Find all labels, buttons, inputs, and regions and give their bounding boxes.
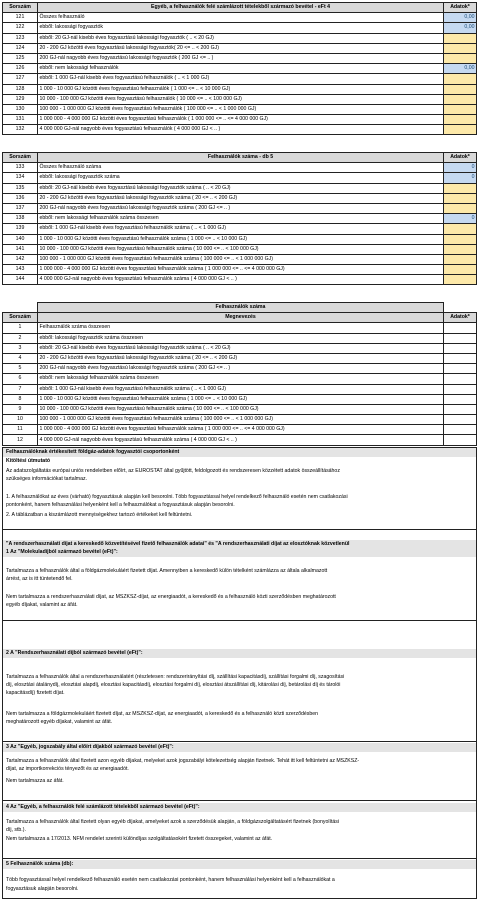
table-row xyxy=(3,333,477,343)
section-5-text: fogyasztásuk alapján besorolni. xyxy=(6,886,79,892)
data-input-cell[interactable] xyxy=(444,84,477,94)
data-input-cell[interactable] xyxy=(444,275,477,285)
row-label: ebből: nem lakossági felhasználók xyxy=(38,64,444,74)
row-number: 11 xyxy=(3,425,38,435)
data-input-cell[interactable]: 0,00 xyxy=(444,13,477,23)
data-input-cell[interactable] xyxy=(444,33,477,43)
paragraph-1: pontonként, hanem felhasználási helyenként kell a felhasználókat a fogyasztásuk alapján besorolni. xyxy=(6,502,235,508)
row-label: 1 000 - 10 000 GJ közötti éves fogyasztású felhasználók ( 1 000 <= .. < 10 000 GJ) xyxy=(38,84,444,94)
data-input-cell[interactable] xyxy=(444,104,477,114)
data-input-cell[interactable] xyxy=(444,374,477,384)
row-label: 10 000 - 100 000 GJ közötti éves fogyasztású felhasználók száma ( 10 000 <= .. < 100 000 GJ) xyxy=(38,404,444,414)
row-label: 1 000 000 - 4 000 000 GJ közötti éves fogyasztású felhasználók száma ( 1 000 000 <= .. <= 4 000 000 GJ) xyxy=(38,265,444,275)
row-label: ebből: 20 GJ-nál kisebb éves fogyasztású lakossági fogyasztók száma ( .. < 20 GJ) xyxy=(38,343,444,353)
row-label: 10 000 - 100 000 GJ közötti éves fogyasztású felhasználók ( 10 000 <= .. < 100 000 GJ) xyxy=(38,94,444,104)
data-input-cell[interactable] xyxy=(444,224,477,234)
col-header-sorszam: Sorszám xyxy=(3,3,38,13)
section-4-title: 4 Az "Egyéb, a felhasználók felé számlázott tételekből származó bevétel (eFt)": xyxy=(3,803,476,812)
table-row xyxy=(3,374,477,384)
table-title-row xyxy=(3,303,477,313)
col-header-sorszam: Sorszám xyxy=(3,153,38,163)
row-label: 100 000 - 1 000 000 GJ közötti éves fogyasztású felhasználók száma ( 100 000 <= .. < 1 000 000 GJ) xyxy=(38,254,444,264)
row-label: ebből: 1 000 GJ-nál kisebb éves fogyasztású felhasználók ( .. < 1 000 GJ) xyxy=(38,74,444,84)
table-row xyxy=(3,435,477,445)
data-input-cell[interactable] xyxy=(444,364,477,374)
table-row xyxy=(3,364,477,374)
row-label: 20 - 200 GJ közötti éves fogyasztású lakossági fogyasztók száma ( 20 <= .. < 200 GJ) xyxy=(38,353,444,363)
table-row xyxy=(3,203,477,213)
col-header-sorszam: Sorszám xyxy=(3,313,38,323)
row-label: ebből: 1 000 GJ-nál kisebb éves fogyasztású felhasználók száma ( .. < 1 000 GJ) xyxy=(38,384,444,394)
table-row xyxy=(3,244,477,254)
row-label: 1 000 000 - 4 000 000 GJ közötti éves fogyasztású felhasználók ( 1 000 000 <= .. <= 4 000 000 GJ) xyxy=(38,115,444,125)
row-number: 121 xyxy=(3,13,38,23)
row-number: 134 xyxy=(3,173,38,183)
table-header xyxy=(3,3,477,13)
table-row xyxy=(3,33,477,43)
col-header-title: Egyéb, a felhasználók felé számlázott tételekből származó bevétel - eFt 4 xyxy=(38,3,444,13)
table-row xyxy=(3,275,477,285)
table-users xyxy=(2,302,477,446)
row-label: 4 000 000 GJ-nál nagyobb éves fogyasztású felhasználók ( 4 000 000 GJ < .. ) xyxy=(38,125,444,135)
section-2-text: díj, elosztási átalánydíj, elosztási alapdíj, elosztási kapacitásdíj, elosztási forgalmi díj, elosztási átszállítási díj, kitárolási díj, betárolási díj és tárolói xyxy=(6,682,341,688)
data-input-cell[interactable] xyxy=(444,183,477,193)
table-row xyxy=(3,125,477,135)
notes-subtitle: Kitöltési útmutató xyxy=(6,458,51,464)
row-number: 144 xyxy=(3,275,38,285)
row-label: 4 000 000 GJ-nál nagyobb éves fogyasztású felhasználók száma ( 4 000 000 GJ < .. ) xyxy=(38,435,444,445)
table-row xyxy=(3,415,477,425)
intro-line: szükséges információkat tartalmaz. xyxy=(6,476,88,482)
row-label: ebből: lakossági fogyasztók száma xyxy=(38,173,444,183)
row-number: 2 xyxy=(3,333,38,343)
row-label: 10 000 - 100 000 GJ közötti éves fogyasztású felhasználók száma ( 10 000 <= .. < 100 000 GJ) xyxy=(38,244,444,254)
data-input-cell[interactable]: 0,00 xyxy=(444,64,477,74)
data-input-cell[interactable]: 0 xyxy=(444,163,477,173)
row-label: ebből: lakossági fogyasztók száma összesen xyxy=(38,333,444,343)
table-row xyxy=(3,53,477,63)
data-input-cell[interactable] xyxy=(444,333,477,343)
col-header-adatok: Adatok* xyxy=(444,153,477,163)
data-input-cell[interactable] xyxy=(444,74,477,84)
row-number: 12 xyxy=(3,435,38,445)
data-input-cell[interactable] xyxy=(444,343,477,353)
table-row xyxy=(3,265,477,275)
table-row xyxy=(3,394,477,404)
data-input-cell[interactable] xyxy=(444,254,477,264)
row-number: 9 xyxy=(3,404,38,414)
section-4-text: Tartalmazza a felhasználók által fizetett olyan egyéb díjakat, amelyeket azok a szerződésük alapján, a földgázszolgáltatásért fizetnek (bonyolítási xyxy=(6,819,340,825)
notes-title: Felhasználóknak értékesített földgáz-adatok fogyasztói csoportonként xyxy=(3,448,476,457)
table-row xyxy=(3,13,477,23)
table-row xyxy=(3,115,477,125)
data-input-cell[interactable] xyxy=(444,353,477,363)
data-input-cell[interactable] xyxy=(444,94,477,104)
table-row xyxy=(3,183,477,193)
row-number: 125 xyxy=(3,53,38,63)
row-label: 4 000 000 GJ-nál nagyobb éves fogyasztású felhasználók száma ( 4 000 000 GJ < .. ) xyxy=(38,275,444,285)
data-input-cell[interactable] xyxy=(444,125,477,135)
section-2-text: meghatározott egyéb díjakat, valamint az áfát. xyxy=(6,719,113,725)
data-input-cell[interactable] xyxy=(444,43,477,53)
row-number: 129 xyxy=(3,94,38,104)
table-row xyxy=(3,425,477,435)
table-row xyxy=(3,343,477,353)
section-header: "A rendszerhasználati díjat a kereskedő közvetítésével fizető felhasználók adatai" és "A rendszerhasználati díjat az elosztóknak közvetlenül xyxy=(3,540,476,548)
section-3-text: Tartalmazza a felhasználók által fizetett azon egyéb díjakat, melyeket azok jogszabályi kötelezettség alapján fizetnek. Tehát itt kell feltüntetni az MSZKSZ- xyxy=(6,758,360,764)
table-row xyxy=(3,173,477,183)
data-input-cell[interactable] xyxy=(444,53,477,63)
section-1-text: árrést, az is itt tüntetendő fel. xyxy=(6,576,73,582)
row-label: 100 000 - 1 000 000 GJ közötti éves fogyasztású felhasználók ( 100 000 <= .. < 1 000 000 GJ) xyxy=(38,104,444,114)
data-input-cell[interactable] xyxy=(444,394,477,404)
paragraph-1: 1. A felhasználókat az éves (várható) fogyasztásuk alapján kell besorolni. Több fogyasztással helyel rendelkező felhasználó esetén nem csatlakozási xyxy=(6,494,348,500)
section-2-title: 2 A "Rendszerhasználati díjból származó bevétel (eFt)": xyxy=(3,649,476,658)
row-number: 122 xyxy=(3,23,38,33)
row-label: ebből: nem lakossági felhasználók száma összesen xyxy=(38,214,444,224)
row-label: Felhasználók száma összesen xyxy=(38,323,444,333)
row-number: 3 xyxy=(3,343,38,353)
section-1-text: egyéb díjakat, valamint az áfát. xyxy=(6,602,78,608)
table-header xyxy=(3,313,477,323)
row-label: 20 - 200 GJ közötti éves fogyasztású lakossági fogyasztók száma ( 20 <= .. < 200 GJ) xyxy=(38,193,444,203)
row-number: 138 xyxy=(3,214,38,224)
section-2-text: Nem tartalmazza a földgázmolekuláért fizetett díjat, az MSZKSZ-díjat, az energiaadót, a kereskedő és a felhasználó közti szerződésben xyxy=(6,711,318,717)
col-header-title: Felhasználók száma - db 5 xyxy=(38,153,444,163)
row-number: 4 xyxy=(3,353,38,363)
data-input-cell[interactable] xyxy=(444,425,477,435)
data-input-cell[interactable] xyxy=(444,415,477,425)
table-row xyxy=(3,74,477,84)
row-number: 7 xyxy=(3,384,38,394)
row-number: 136 xyxy=(3,193,38,203)
col-header-adatok: Adatok* xyxy=(444,313,477,323)
section-3-text: díjat, az importkorrekciós tényezőt és az energiaadót. xyxy=(6,766,129,772)
table-row xyxy=(3,224,477,234)
table-row xyxy=(3,384,477,394)
row-number: 127 xyxy=(3,74,38,84)
intro-line: Az adatszolgáltatás európai uniós rendeletben előírt, az EUROSTAT által gyűjtött, feldolgozott és rendszeresen közzétett adatok összeállításához xyxy=(6,468,340,474)
section-3-title: 3 Az "Egyéb, jogszabály által előírt díjakból származó bevétel (eFt)": xyxy=(3,743,476,752)
section-1-text: Tartalmazza a felhasználók által a földgázmolekuláért fizetett díjat. Amennyiben a kereskedő külön tételként számlázza az általa alkalmazott xyxy=(6,568,328,574)
row-label: Összes felhasználó xyxy=(38,13,444,23)
data-input-cell[interactable] xyxy=(444,404,477,414)
row-number: 137 xyxy=(3,203,38,213)
table-row xyxy=(3,323,477,333)
table-row xyxy=(3,43,477,53)
section-4-text: díj, stb.). xyxy=(6,827,26,833)
row-number: 133 xyxy=(3,163,38,173)
row-label: 200 GJ-nál nagyobb éves fogyasztású lakossági fogyasztók ( 200 GJ <= .. ) xyxy=(38,53,444,63)
section-2-text: kapacitásdíj) fizetett díjat. xyxy=(6,690,65,696)
row-label: ebből: 20 GJ-nál kisebb éves fogyasztású lakossági fogyasztók száma ( .. < 20 GJ) xyxy=(38,183,444,193)
instructions-box xyxy=(2,447,477,899)
row-number: 143 xyxy=(3,265,38,275)
table-row xyxy=(3,64,477,74)
table-row xyxy=(3,104,477,114)
section-2-text: Tartalmazza a felhasználók által a rendszerhasználatért (részletesen: rendszerirányítási díj, szállítási kapacitásdíj, szállítási forgalmi díj, szagosítási xyxy=(6,674,345,680)
row-number: 139 xyxy=(3,224,38,234)
row-number: 132 xyxy=(3,125,38,135)
data-input-cell[interactable] xyxy=(444,384,477,394)
row-number: 10 xyxy=(3,415,38,425)
row-number: 141 xyxy=(3,244,38,254)
row-label: ebből: lakossági fogyasztók xyxy=(38,23,444,33)
row-number: 123 xyxy=(3,33,38,43)
row-label: ebből: nem lakossági felhasználók száma összesen xyxy=(38,374,444,384)
row-number: 128 xyxy=(3,84,38,94)
table-row xyxy=(3,94,477,104)
data-input-cell[interactable] xyxy=(444,265,477,275)
row-label: 100 000 - 1 000 000 GJ közötti éves fogyasztású felhasználók száma ( 100 000 <= .. < 1 000 000 GJ) xyxy=(38,415,444,425)
row-number: 124 xyxy=(3,43,38,53)
row-label: ebből: 20 GJ-nál kisebb éves fogyasztású lakossági fogyasztók ( .. < 20 GJ) xyxy=(38,33,444,43)
data-input-cell[interactable] xyxy=(444,115,477,125)
section-1-title: 1 Az "Molekuladíjból származó bevétel (eFt)": xyxy=(3,548,476,557)
table-row xyxy=(3,234,477,244)
data-input-cell[interactable] xyxy=(444,244,477,254)
row-label: 200 GJ-nál nagyobb éves fogyasztású lakossági fogyasztók száma ( 200 GJ <= .. ) xyxy=(38,203,444,213)
row-label: 1 000 - 10 000 GJ közötti éves fogyasztású felhasználók száma ( 1 000 <= .. < 10 000 GJ) xyxy=(38,394,444,404)
data-input-cell[interactable] xyxy=(444,203,477,213)
section-1-text: Nem tartalmazza a rendszerhasználati díjat, az MSZKSZ-díjat, az energiaadót, a kereskedő és a felhasználó közti szerződésben meghatározott xyxy=(6,594,336,600)
data-input-cell[interactable] xyxy=(444,323,477,333)
row-number: 1 xyxy=(3,323,38,333)
row-label: 1 000 000 - 4 000 000 GJ közötti éves fogyasztású felhasználók száma ( 1 000 000 <= .. <= 4 000 000 GJ) xyxy=(38,425,444,435)
row-label: 20 - 200 GJ közötti éves fogyasztású lakossági fogyasztók( 20 <= .. < 200 GJ) xyxy=(38,43,444,53)
table-row xyxy=(3,193,477,203)
row-number: 130 xyxy=(3,104,38,114)
row-number: 6 xyxy=(3,374,38,384)
data-input-cell[interactable]: 0,00 xyxy=(444,23,477,33)
section-5-text: Több fogyasztással helyel rendelkező felhasználó esetén nem csatlakozási pontonként, hanem felhasználási helyenként kell a felhasználókat a xyxy=(6,877,335,883)
col-header-adatok: Adatok* xyxy=(444,3,477,13)
table-title: Felhasználók száma xyxy=(38,303,444,313)
section-3-text: Nem tartalmazza az áfát. xyxy=(6,778,64,784)
section-5-title: 5 Felhasználók száma (db): xyxy=(3,860,476,869)
table-user-count xyxy=(2,152,477,285)
table-row xyxy=(3,353,477,363)
row-number: 135 xyxy=(3,183,38,193)
row-number: 142 xyxy=(3,254,38,264)
row-number: 5 xyxy=(3,364,38,374)
table-row xyxy=(3,23,477,33)
row-number: 126 xyxy=(3,64,38,74)
table-row xyxy=(3,214,477,224)
row-number: 131 xyxy=(3,115,38,125)
table-row xyxy=(3,254,477,264)
data-input-cell[interactable]: 0 xyxy=(444,214,477,224)
row-label: 1 000 - 10 000 GJ közötti éves fogyasztású felhasználók száma ( 1 000 <= .. < 10 000 GJ) xyxy=(38,234,444,244)
table-row xyxy=(3,84,477,94)
row-number: 140 xyxy=(3,234,38,244)
table-row xyxy=(3,163,477,173)
data-input-cell[interactable] xyxy=(444,435,477,445)
paragraph-2: 2. A táblázatban a kiszámlázott mennyiségekhez tartozó értékeket kell feltüntetni. xyxy=(6,512,193,518)
table-row xyxy=(3,404,477,414)
table-other-revenue xyxy=(2,2,477,135)
data-input-cell[interactable]: 0 xyxy=(444,173,477,183)
data-input-cell[interactable] xyxy=(444,193,477,203)
section-4-text: Nem tartalmazza a 17/2013. NFM rendelet szerinti különdíjas szolgáltatásokért fizetett összegeket, valamint az áfát. xyxy=(6,836,273,842)
row-label: Összes felhasználó száma xyxy=(38,163,444,173)
col-header-megnevezes: Megnevezés xyxy=(38,313,444,323)
data-input-cell[interactable] xyxy=(444,234,477,244)
row-label: 200 GJ-nál nagyobb éves fogyasztású lakossági fogyasztók száma ( 200 GJ <= .. ) xyxy=(38,364,444,374)
table-header xyxy=(3,153,477,163)
row-number: 8 xyxy=(3,394,38,404)
row-label: ebből: 1 000 GJ-nál kisebb éves fogyasztású felhasználók száma ( .. < 1 000 GJ) xyxy=(38,224,444,234)
